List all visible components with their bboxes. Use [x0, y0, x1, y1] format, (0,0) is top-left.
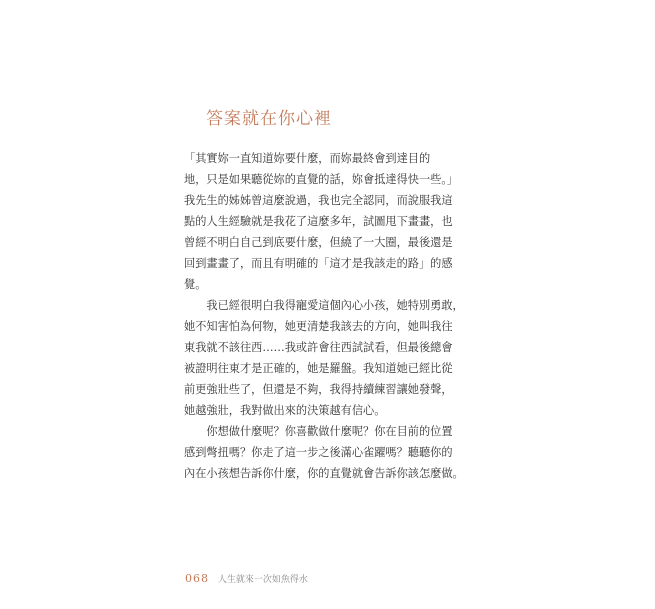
text-line: 覺。	[184, 278, 207, 291]
text-line: 點的人生經驗就是我花了這麼多年，試圖甩下畫畫，也	[184, 215, 453, 228]
text-line: 「其實妳一直知道妳要什麼，而妳最終會到達目的	[184, 152, 431, 165]
text-line: 你想做什麼呢？你喜歡做什麼呢？你在目前的位置	[184, 425, 453, 438]
text-line: 內在小孩想告訴你什麼，你的直覺就會告訴你該怎麼做。	[184, 467, 464, 480]
page-number: 068	[185, 572, 209, 585]
text-line: 被證明往東才是正確的，她是羅盤。我知道她已經比從	[184, 362, 453, 375]
text-line: 她不知害怕為何物，她更清楚我該去的方向，她叫我往	[184, 320, 453, 333]
chapter-title: 答案就在你心裡	[206, 109, 332, 129]
book-title: 人生就來一次如魚得水	[217, 575, 308, 585]
text-line: 感到彆扭嗎？你走了這一步之後滿心雀躍嗎？聽聽你的	[184, 446, 453, 459]
text-line: 回到畫畫了，而且有明確的「這才是我該走的路」的感	[184, 257, 453, 270]
text-line: 我已經很明白我得寵愛這個內心小孩，她特別勇敢，	[184, 299, 464, 312]
text-line: 曾經不明白自己到底要什麼，但繞了一大圈，最後還是	[184, 236, 453, 249]
body-text	[184, 148, 484, 484]
text-line: 東我就不該往西……我或許會往西試試看，但最後總會	[184, 341, 453, 354]
text-line: 她越強壯，我對做出來的決策越有信心。	[184, 404, 386, 417]
page-footer	[185, 572, 308, 585]
text-line: 地，只是如果聽從妳的直覺的話，妳會抵達得快一些。」	[184, 173, 459, 186]
text-line: 前更強壯些了，但還是不夠，我得持續練習讓她發聲，	[184, 383, 453, 396]
text-line: 我先生的姊姊曾這麼說過，我也完全認同，而說服我這	[184, 194, 453, 207]
